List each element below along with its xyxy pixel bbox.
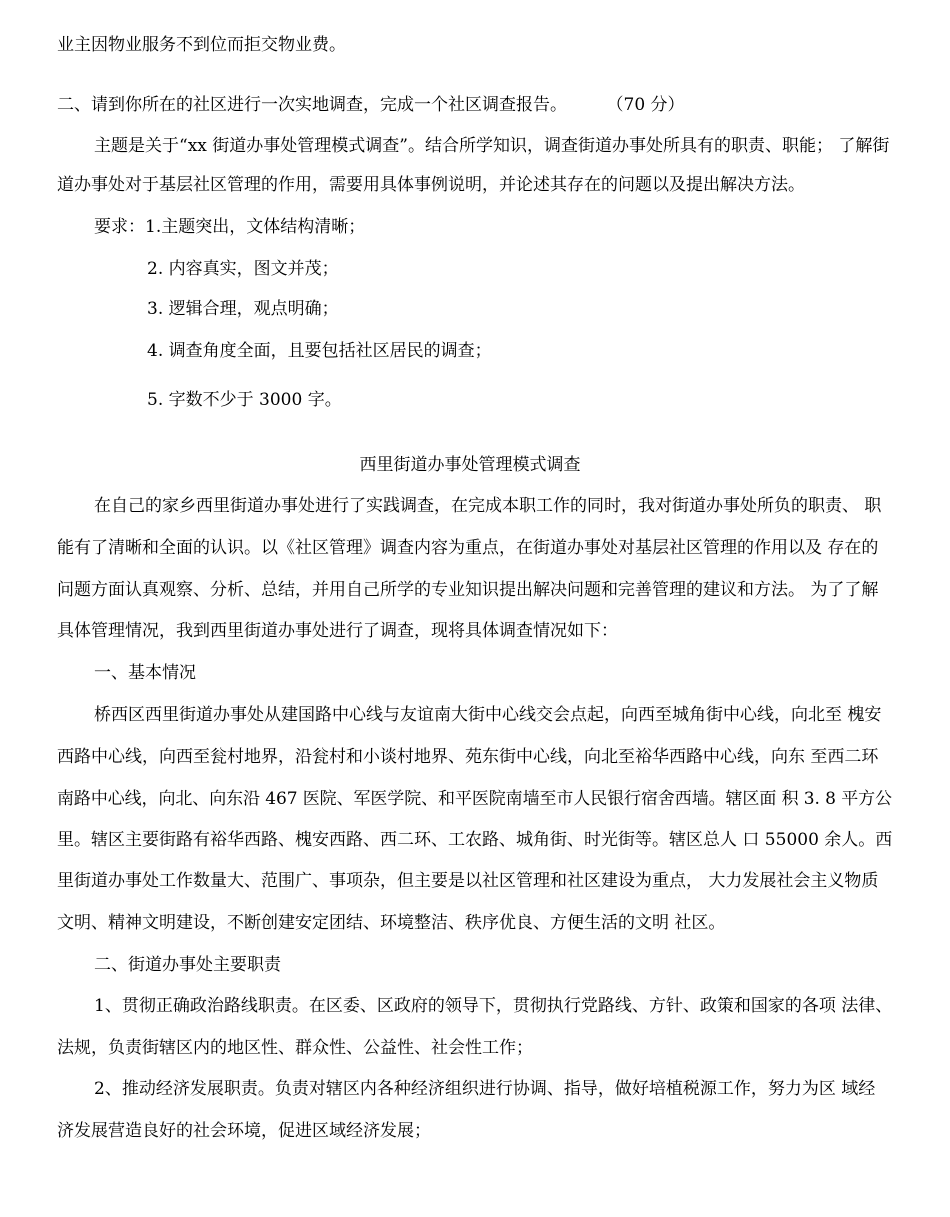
intro-line: 能有了清晰和全面的认识。以《社区管理》调查内容为重点，在街道办事处对基层社区管理的作用以及 存在的 <box>57 538 879 558</box>
section-1-line: 里街道办事处工作数量大、范围广、事项杂，但主要是以社区管理和社区建设为重点， 大力发展社会主义物质 <box>57 871 879 891</box>
section-1-line: 西路中心线，向西至瓮村地界，沿瓮村和小谈村地界、苑东街中心线，向北至裕华西路中心线，向东 至西二环 <box>57 747 879 767</box>
section-1-line: 文明、精神文明建设，不断创建安定团结、环境整洁、秩序优良、方便生活的文明 社区。 <box>57 913 726 933</box>
report-title: 西里街道办事处管理模式调查 <box>359 455 581 475</box>
previous-paragraph-tail: 业主因物业服务不到位而拒交物业费。 <box>57 35 346 55</box>
intro-line: 问题方面认真观察、分析、总结，并用自己所学的专业知识提出解决问题和完善管理的建议和方法。 为了了解 <box>57 580 879 600</box>
intro-line: 在自己的家乡西里街道办事处进行了实践调查，在完成本职工作的同时，我对街道办事处所负的职责、 职 <box>94 496 882 516</box>
duty-1-line: 法规，负责街辖区内的地区性、群众性、公益性、社会性工作； <box>57 1038 533 1058</box>
requirement-item: 3. 逻辑合理，观点明确； <box>147 299 339 319</box>
section-1-line: 里。辖区主要街路有裕华西路、槐安西路、西二环、工农路、城角街、时光街等。辖区总人 口 55000 余人。西 <box>57 830 893 850</box>
requirement-item: 要求：1.主题突出，文体结构清晰； <box>94 217 366 237</box>
section-1-heading: 一、基本情况 <box>94 663 196 683</box>
requirement-item: 2. 内容真实，图文并茂； <box>147 259 339 279</box>
requirement-item: 5. 字数不少于 3000 字。 <box>147 390 342 410</box>
section-1-line: 南路中心线，向北、向东沿 467 医院、军医学院、和平医院南墙至市人民银行宿舍西墙。辖区面 积 3. 8 平方公 <box>57 789 892 809</box>
question-2-heading-line <box>57 93 685 117</box>
section-2-heading: 二、街道办事处主要职责 <box>94 955 281 975</box>
duty-1-line: 1、贯彻正确政治路线职责。在区委、区政府的领导下，贯彻执行党路线、方针、政策和国家的各项 法律、 <box>94 996 893 1016</box>
topic-line: 道办事处对于基层社区管理的作用，需要用具体事例说明，并论述其存在的问题以及提出解决方法。 <box>57 175 805 195</box>
section-1-line: 桥西区西里街道办事处从建国路中心线与友谊南大街中心线交会点起，向西至城角街中心线，向北至 槐安 <box>94 705 882 725</box>
intro-line: 具体管理情况，我到西里街道办事处进行了调查，现将具体调查情况如下： <box>57 621 618 641</box>
topic-line: 主题是关于“xx 街道办事处管理模式调查”。结合所学知识，调查街道办事处所具有的职责、职能； 了解街 <box>94 136 890 156</box>
question-2-score: （70 分） <box>615 95 685 115</box>
duty-2-line: 2、推动经济发展职责。负责对辖区内各种经济组织进行协调、指导，做好培植税源工作，努力为区 域经 <box>94 1079 876 1099</box>
duty-2-line: 济发展营造良好的社会环境，促进区域经济发展； <box>57 1121 431 1141</box>
question-2-heading: 二、请到你所在的社区进行一次实地调查，完成一个社区调查报告。 <box>57 95 567 115</box>
requirement-item: 4. 调查角度全面，且要包括社区居民的调查； <box>147 341 492 361</box>
